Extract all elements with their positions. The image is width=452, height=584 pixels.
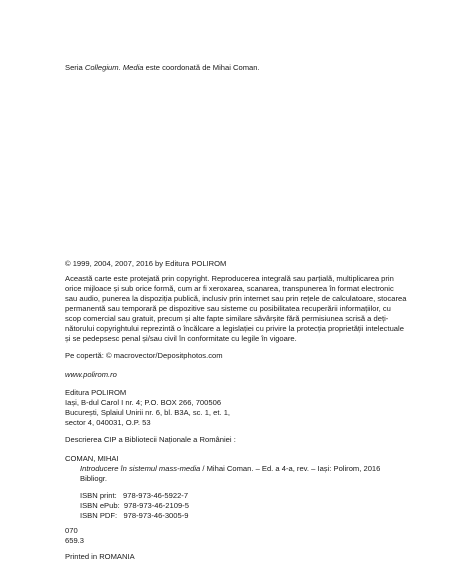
cip-title-line	[80, 464, 380, 474]
classification-code: 659.3	[65, 536, 85, 545]
legal-notice	[65, 274, 407, 344]
legal-notice-line: Această carte este protejată prin copyright. Reproducerea integrală sau parțială, multiplicarea prin	[65, 274, 394, 283]
classification-code: 070	[65, 526, 78, 535]
website-text: www.polirom.ro	[65, 370, 117, 379]
legal-notice-line: și se pedepsesc penal și/sau civil în conformitate cu legile în vigoare.	[65, 334, 297, 343]
website	[65, 370, 117, 380]
series-suffix: este coordonată de Mihai Coman.	[143, 63, 260, 72]
isbn-pdf: ISBN PDF: 978-973-46-3005-9	[80, 511, 189, 520]
cip-author: COMAN, MIHAI	[65, 454, 119, 463]
publisher-address-line: București, Splaiul Unirii nr. 6, bl. B3A, sc. 1, et. 1,	[65, 408, 231, 417]
legal-notice-line: permanentă sau temporară pe dispozitive sau sisteme cu posibilitatea recuperării informațiilor, cu	[65, 304, 391, 313]
cip-heading: Descrierea CIP a Bibliotecii Naționale a României :	[65, 435, 236, 444]
publisher-address-line: Iași, B-dul Carol I nr. 4; P.O. BOX 266, 700506	[65, 398, 222, 407]
publisher-address-line: sector 4, 040031, O.P. 53	[65, 418, 151, 427]
isbn-block	[80, 491, 189, 521]
printed-in: Printed in ROMANIA	[65, 552, 135, 561]
cover-credit: Pe copertă: © macrovector/Depositphotos.com	[65, 351, 223, 360]
classification-block	[65, 526, 84, 546]
series-prefix: Seria	[65, 63, 85, 72]
legal-notice-line: sau audio, punerea la dispoziția publică, inclusiv prin internet sau prin rețele de calculatoare, stocarea	[65, 294, 407, 303]
cip-title-rest: / Mihai Coman. – Ed. a 4-a, rev. – Iași: Polirom, 2016	[200, 464, 381, 473]
legal-notice-line: scop comercial sau gratuit, precum și alte fapte similare săvârșite fără permisiunea scrisă a deți-	[65, 314, 389, 323]
legal-notice-line: nătorului copyrightului reprezintă o încălcare a legislației cu privire la protecția proprietății intelectuale	[65, 324, 404, 333]
series-name: Collegium. Media	[84, 63, 144, 72]
copyright-line: © 1999, 2004, 2007, 2016 by Editura POLIROM	[65, 259, 227, 268]
series-note	[65, 63, 260, 73]
publisher-block	[65, 388, 230, 428]
legal-notice-line: orice mijloace și sub orice formă, cum ar fi xeroxarea, scanarea, transpunerea în format electronic	[65, 284, 394, 293]
cip-bibliography: Bibliogr.	[80, 474, 108, 483]
publisher-name: Editura POLIROM	[65, 388, 127, 397]
isbn-print: ISBN print: 978-973-46-5922-7	[80, 491, 189, 500]
isbn-epub: ISBN ePub: 978-973-46-2109-5	[80, 501, 189, 510]
cip-title: Introducere în sistemul mass-media	[80, 464, 201, 473]
